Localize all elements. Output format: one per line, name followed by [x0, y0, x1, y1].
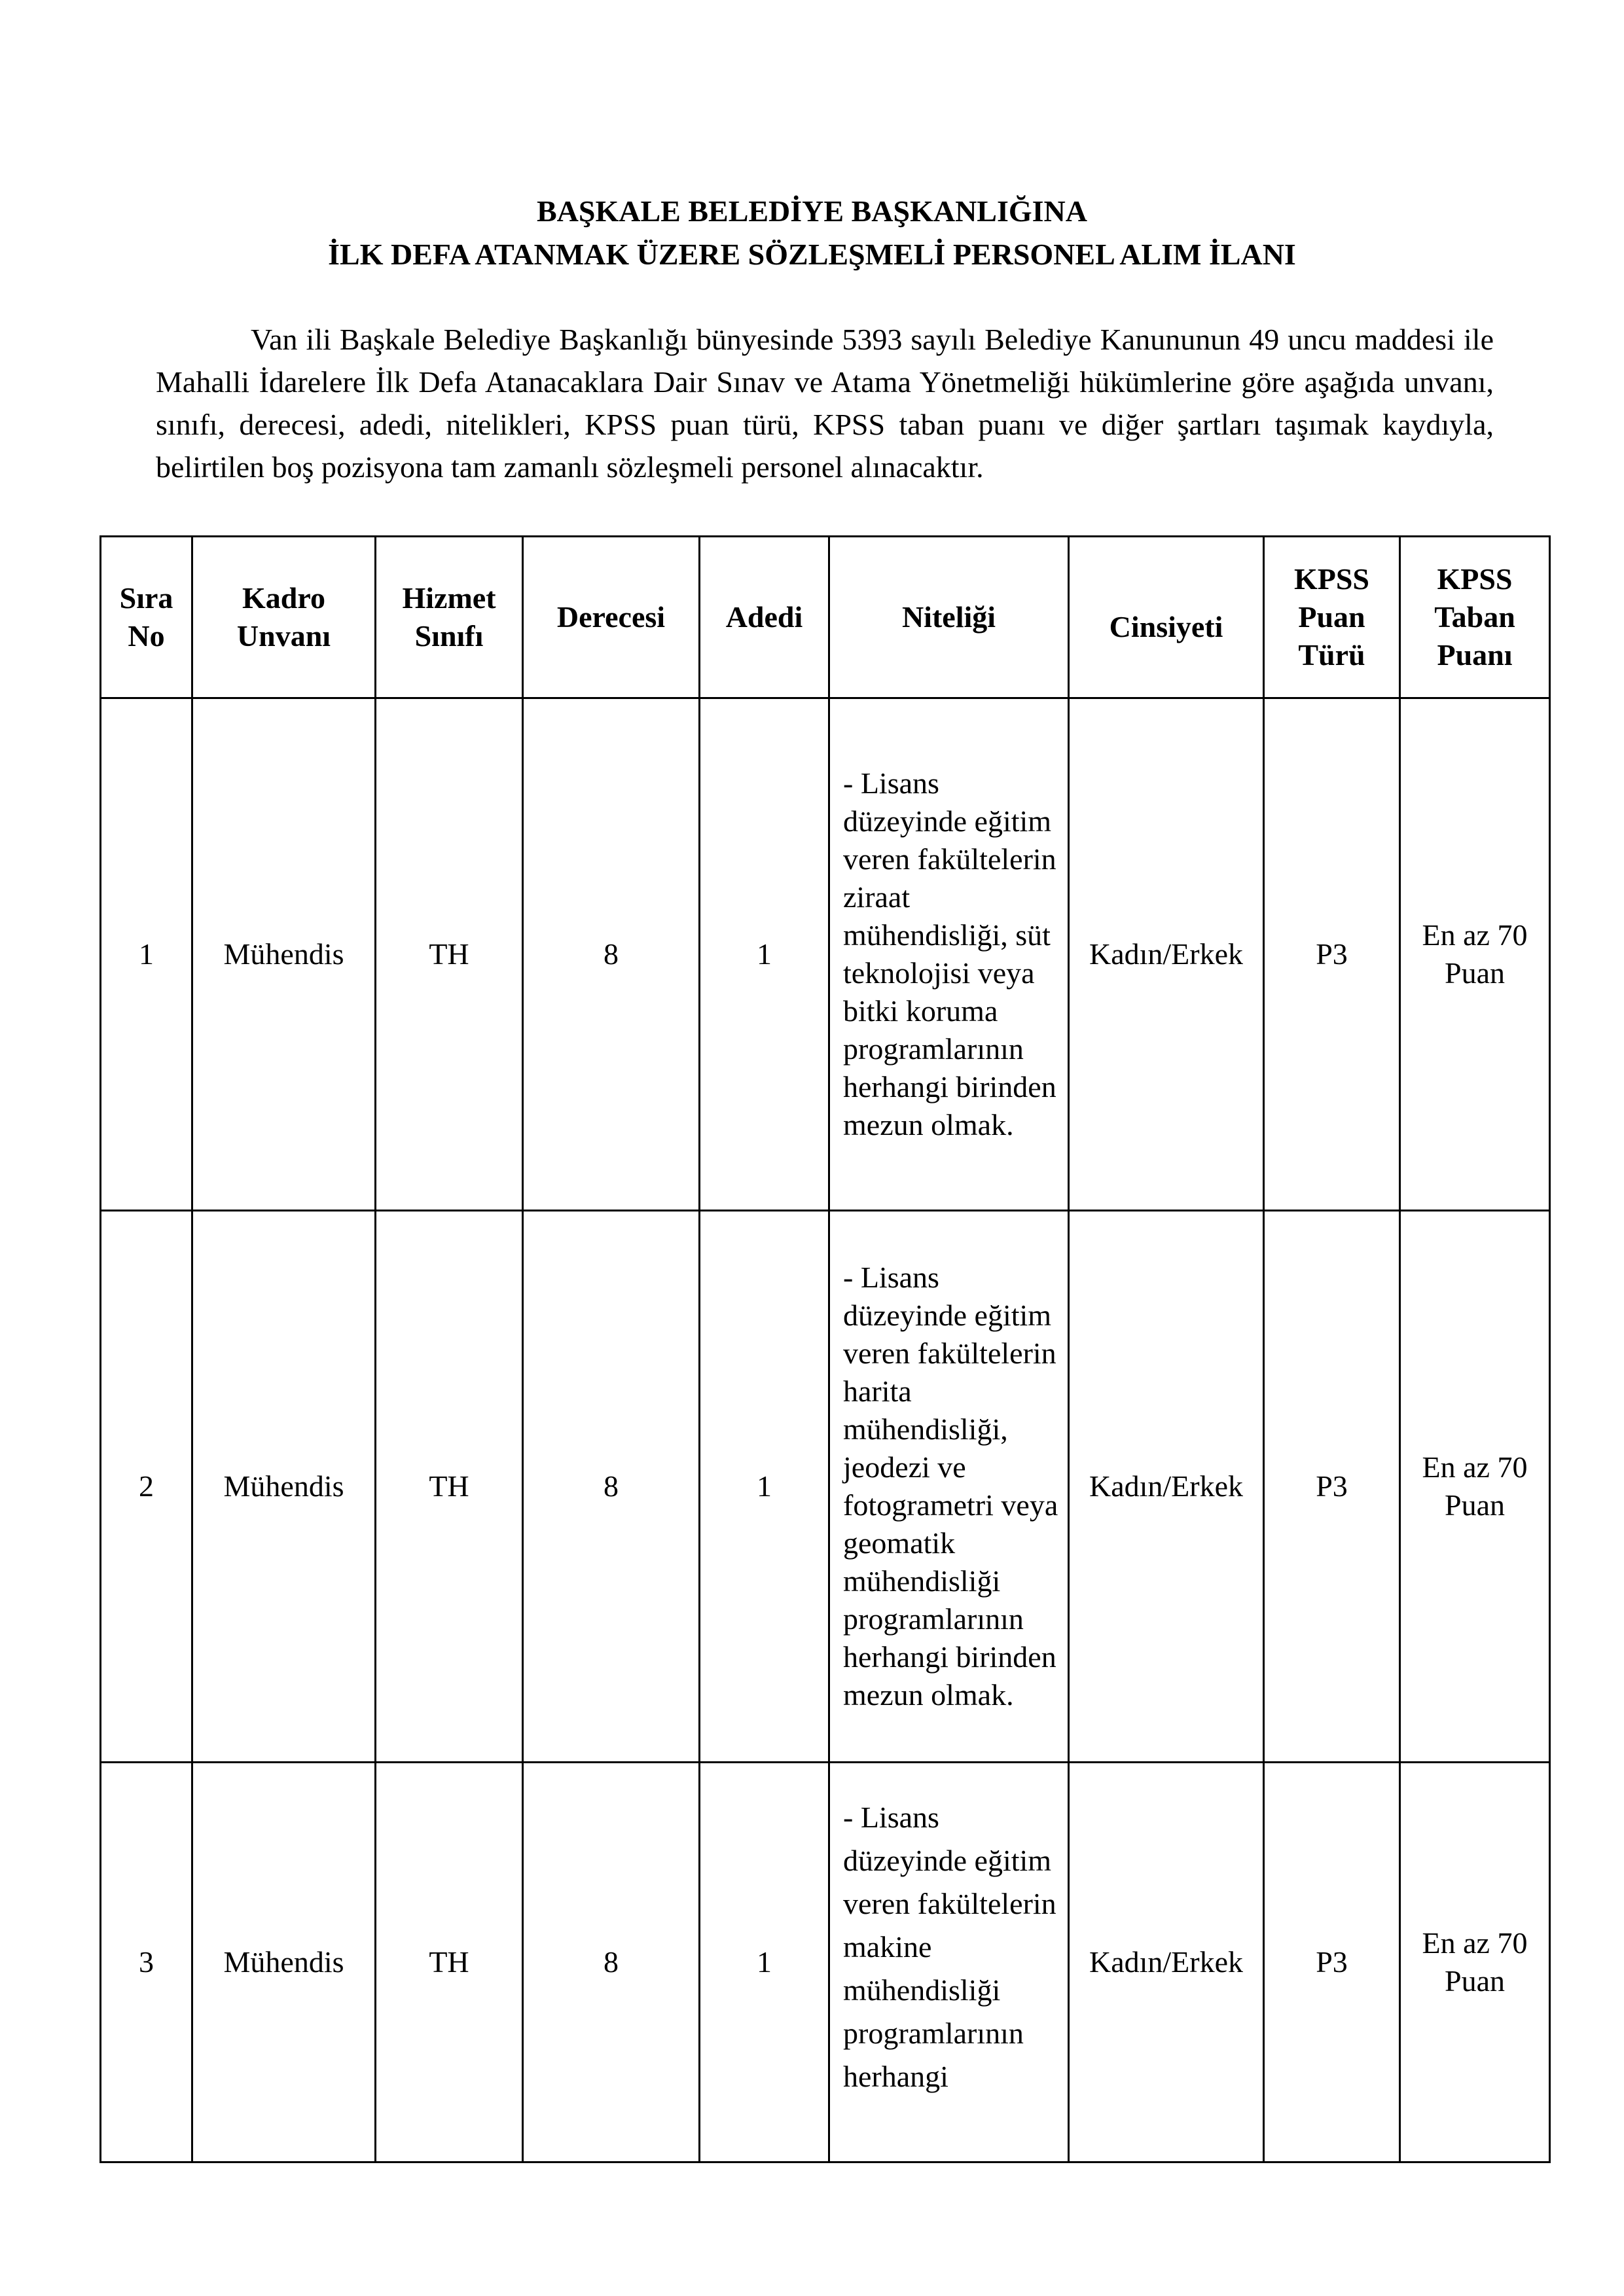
- cell-puan-turu: P3: [1264, 698, 1400, 1211]
- cell-cinsiyet: Kadın/Erkek: [1069, 1211, 1264, 1763]
- cell-cinsiyet: Kadın/Erkek: [1069, 1763, 1264, 2162]
- cell-adet: 1: [700, 698, 829, 1211]
- header-hizmet-sinifi: Hizmet Sınıfı: [376, 537, 523, 698]
- header-kadro-unvani: Kadro Unvanı: [192, 537, 376, 698]
- cell-nitelik: - Lisans düzeyinde eğitim veren fakültelerin harita mühendisliği, jeodezi ve fotogrametri veya geomatik mühendisliği programlarının herhangi birinden mezun olmak.: [829, 1211, 1069, 1763]
- cell-sira: 2: [101, 1211, 192, 1763]
- header-sira-no: Sıra No: [101, 537, 192, 698]
- header-kpss-puan-turu: KPSS Puan Türü: [1264, 537, 1400, 698]
- cell-adet: 1: [700, 1211, 829, 1763]
- cell-sira: 1: [101, 698, 192, 1211]
- cell-adet: 1: [700, 1763, 829, 2162]
- cell-derece: 8: [523, 1763, 700, 2162]
- cell-puan-turu: P3: [1264, 1211, 1400, 1763]
- table-row: [101, 698, 1550, 1211]
- cell-taban-puan: En az 70 Puan: [1400, 698, 1550, 1211]
- header-adedi: Adedi: [700, 537, 829, 698]
- cell-derece: 8: [523, 1211, 700, 1763]
- table-row: [101, 1211, 1550, 1763]
- intro-paragraph: Van ili Başkale Belediye Başkanlığı bünyesinde 5393 sayılı Belediye Kanununun 49 uncu maddesi ile Mahalli İdarelere İlk Defa Atanacaklara Dair Sınav ve Atama Yönetmeliği hükümlerine göre aşağıda unvanı, sınıfı, derecesi, adedi, nitelikleri, KPSS puan türü, KPSS taban puanı ve diğer şartları taşımak kaydıyla, belirtilen boş pozisyona tam zamanlı sözleşmeli personel alınacaktır.: [156, 323, 1494, 484]
- cell-sinif: TH: [376, 698, 523, 1211]
- cell-nitelik: - Lisans düzeyinde eğitim veren fakültelerin makine mühendisliği programlarının herhangi: [829, 1763, 1069, 2162]
- cell-unvan: Mühendis: [192, 1211, 376, 1763]
- cell-puan-turu: P3: [1264, 1763, 1400, 2162]
- table-row: [101, 1763, 1550, 2162]
- header-kpss-taban-puani: KPSS Taban Puanı: [1400, 537, 1550, 698]
- cell-sinif: TH: [376, 1763, 523, 2162]
- cell-unvan: Mühendis: [192, 1763, 376, 2162]
- cell-nitelik: - Lisans düzeyinde eğitim veren fakültelerin ziraat mühendisliği, süt teknolojisi veya bitki koruma programlarının herhangi birinden mezun olmak.: [829, 698, 1069, 1211]
- document-subtitle: İLK DEFA ATANMAK ÜZERE SÖZLEŞMELİ PERSONEL ALIM İLANI: [328, 238, 1296, 271]
- positions-table: [99, 535, 1551, 2163]
- document-title: BAŞKALE BELEDİYE BAŞKANLIĞINA: [536, 194, 1087, 228]
- cell-taban-puan: En az 70 Puan: [1400, 1763, 1550, 2162]
- cell-derece: 8: [523, 698, 700, 1211]
- table-header-row: [101, 537, 1550, 698]
- cell-cinsiyet: Kadın/Erkek: [1069, 698, 1264, 1211]
- cell-taban-puan: En az 70 Puan: [1400, 1211, 1550, 1763]
- cell-sira: 3: [101, 1763, 192, 2162]
- cell-sinif: TH: [376, 1211, 523, 1763]
- header-derecesi: Derecesi: [523, 537, 700, 698]
- header-niteligi: Niteliği: [829, 537, 1069, 698]
- header-cinsiyeti: Cinsiyeti: [1069, 537, 1264, 698]
- cell-unvan: Mühendis: [192, 698, 376, 1211]
